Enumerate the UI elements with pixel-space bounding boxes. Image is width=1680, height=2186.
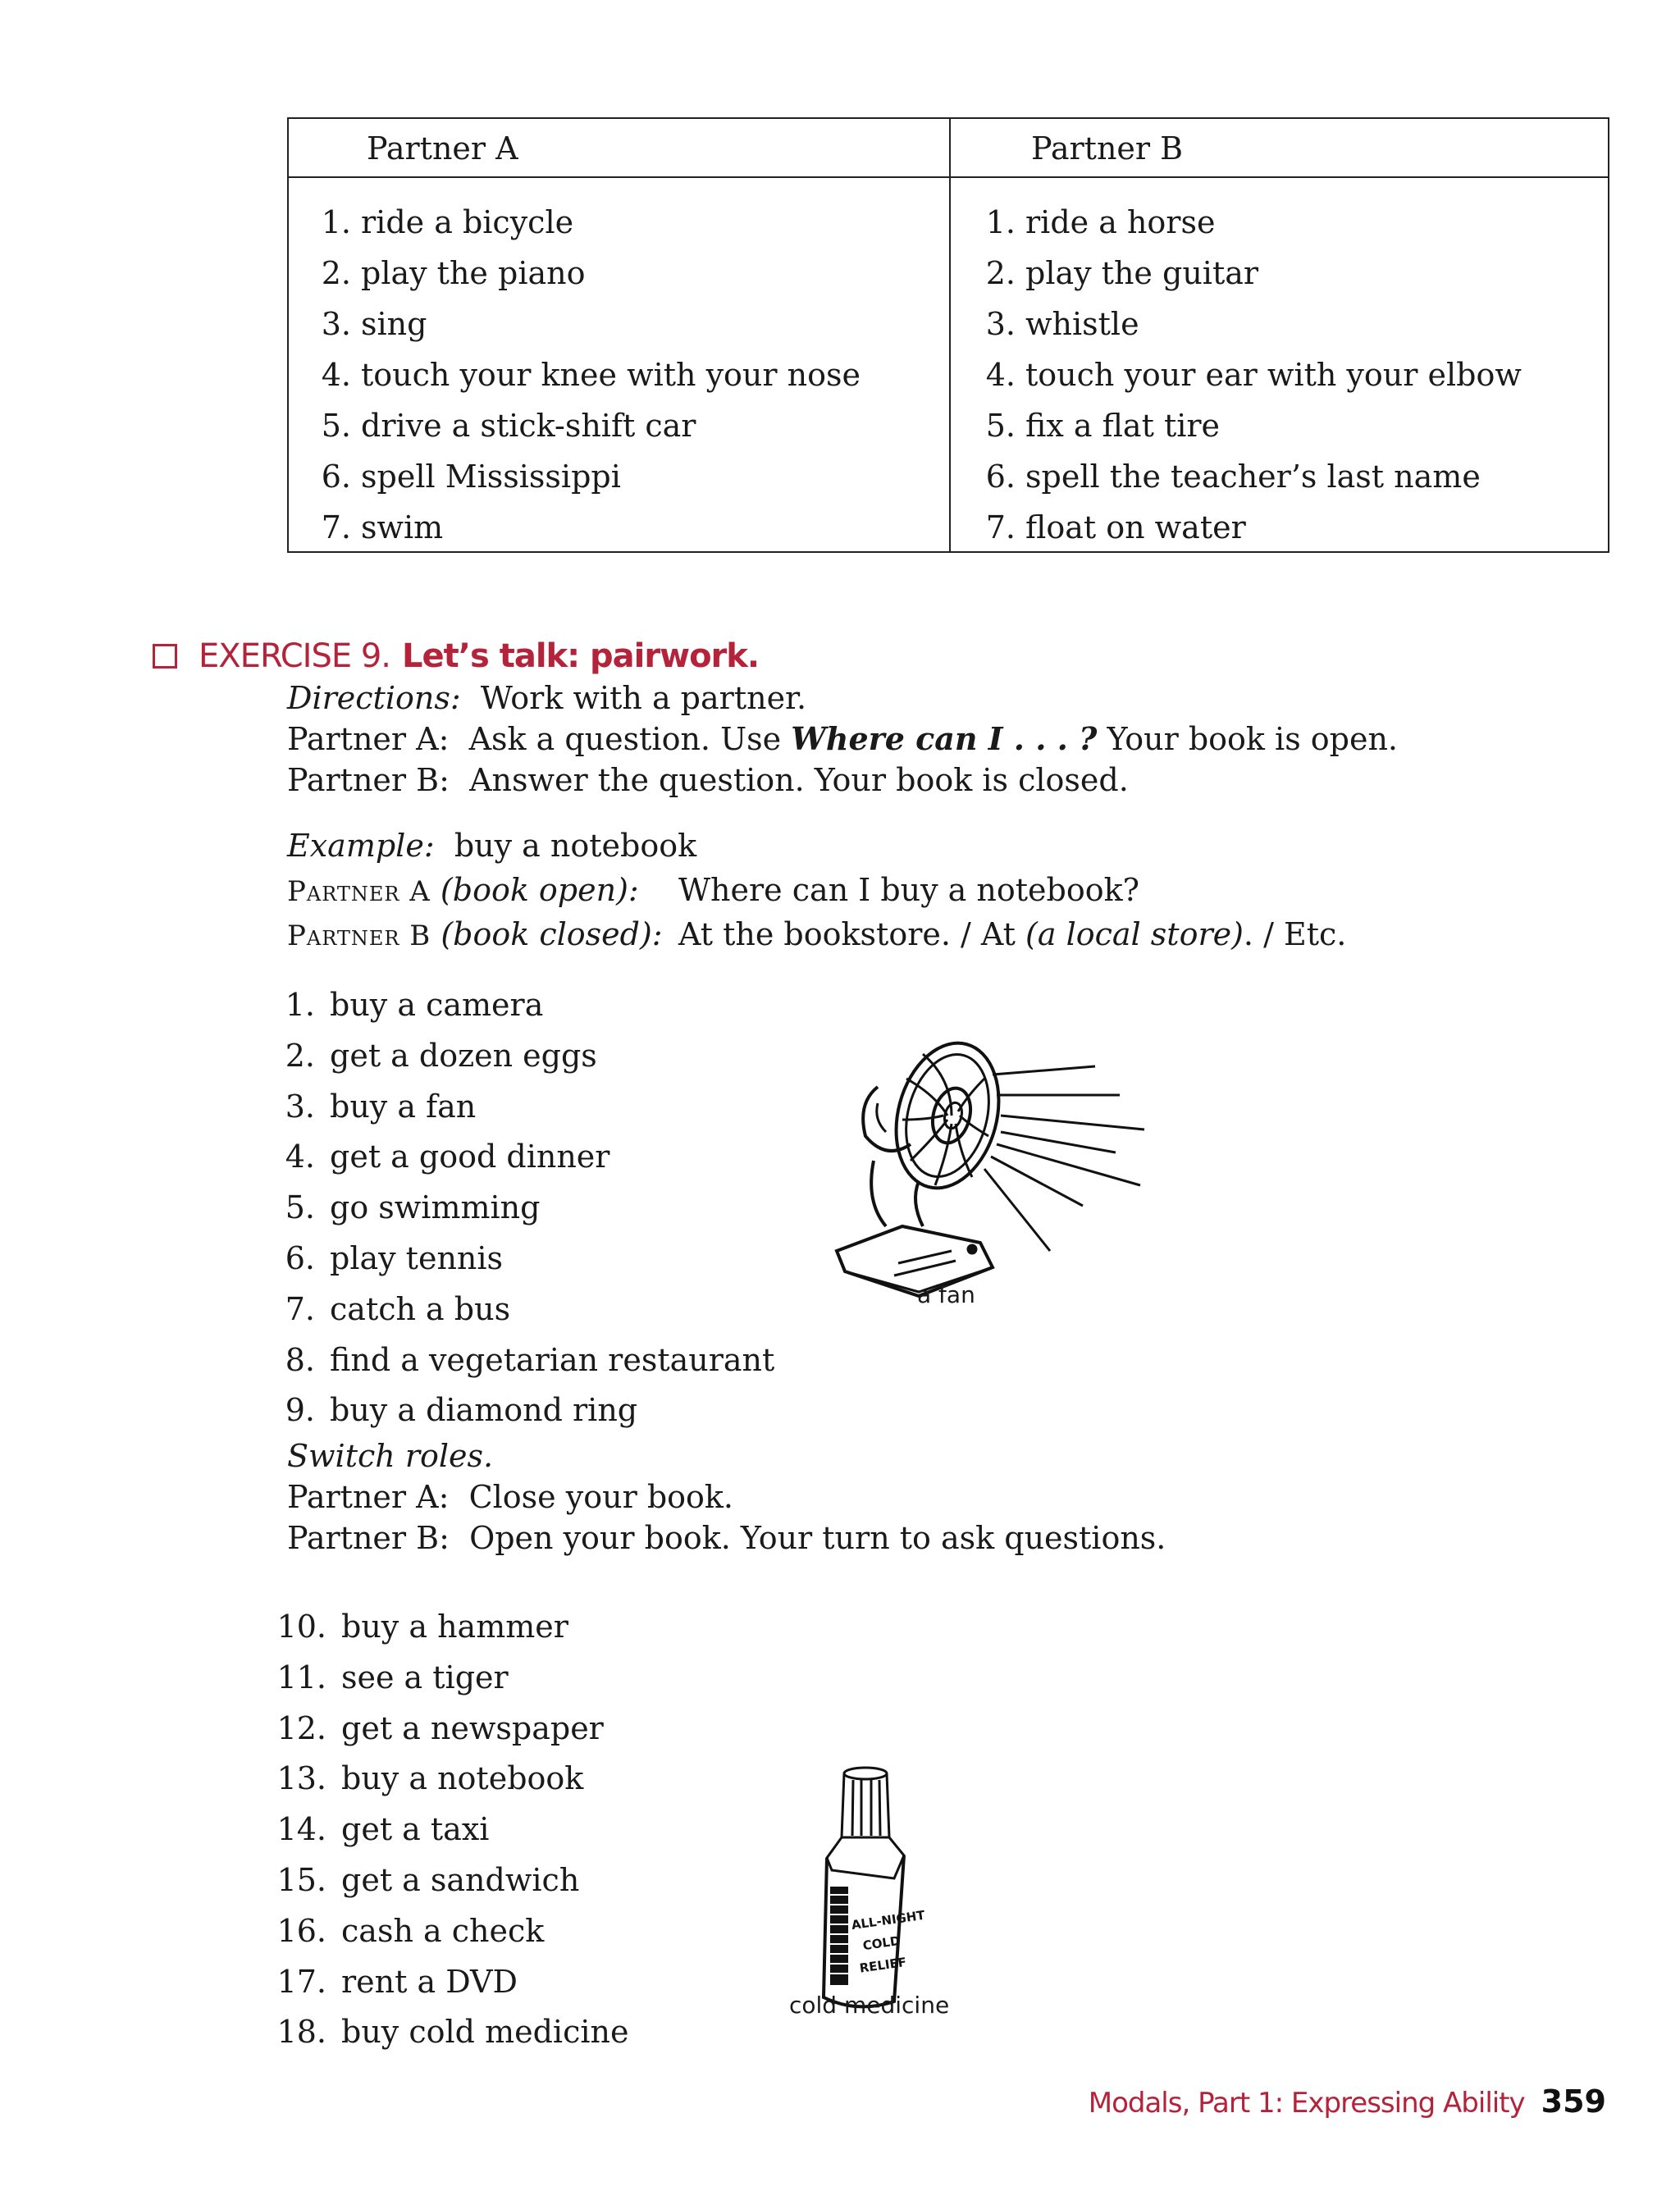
list-item: 1. ride a horse [985,204,1216,240]
chapter-title: Modals, Part 1: Expressing Ability [1088,2087,1525,2120]
list-item: 14. get a taxi [276,1811,490,1848]
list-item: 5. go swimming [285,1189,541,1226]
example-partner-b: Partner B (book closed): [287,916,663,952]
list-item: 4. touch your knee with your nose [321,357,861,393]
list-item: 16. cash a check [276,1912,545,1949]
question-list-1 [267,980,774,1436]
example-partner-a-text: Where can I buy a notebook? [678,872,1140,908]
list-item: 1. ride a bicycle [321,204,574,240]
list-item: 3. buy a fan [285,1088,477,1125]
exercise-checkbox[interactable] [153,644,177,669]
exercise-title: Let’s talk: pairwork. [402,637,760,675]
partner-a-list [307,197,861,553]
list-item: 18. buy cold medicine [276,2014,629,2051]
example-partner-a: Partner A (book open): [287,872,639,908]
medicine-label-line-3: RELIEF [858,1954,908,1976]
list-item: 11. see a tiger [276,1659,509,1695]
medicine-caption: cold medicine [789,1992,950,2019]
partner-a-header: Partner A [367,130,518,167]
list-item: 2. play the guitar [985,255,1259,291]
partner-b-header: Partner B [1031,130,1184,167]
list-item: 13. buy a notebook [276,1760,584,1797]
switch-roles-title: Switch roles. [287,1438,494,1474]
partner-b-instruction: Partner B: Answer the question. Your book is closed. [287,762,1129,798]
list-item: 8. find a vegetarian restaurant [285,1341,775,1378]
partner-b-list [971,197,1522,553]
switch-partner-a: Partner A: Close your book. [287,1479,734,1515]
list-item: 2. get a dozen eggs [285,1037,597,1074]
table-header-rule [289,176,1608,178]
list-item: 10. buy a hammer [276,1609,568,1645]
fan-illustration [829,1029,1157,1308]
list-item: 6. spell the teacher’s last name [985,459,1481,495]
list-item: 7. catch a bus [285,1290,511,1327]
list-item: 5. fix a flat tire [985,408,1221,444]
table-column-divider [949,119,951,551]
exercise-heading [199,632,759,681]
list-item: 5. drive a stick-shift car [321,408,696,444]
example-partner-b-text: At the bookstore. / At (a local store). / Etc. [678,916,1347,952]
list-item: 1. buy a camera [285,987,544,1023]
exercise-number: EXERCISE 9. [199,637,391,675]
list-item: 6. play tennis [285,1239,504,1276]
list-item: 15. get a sandwich [276,1861,580,1898]
list-item: 2. play the piano [321,255,586,291]
page-number: 359 [1541,2083,1606,2120]
page-footer [1089,2083,1606,2120]
medicine-label-line-1: ALL-NIGHT [850,1907,926,1933]
list-item: 7. swim [321,509,444,545]
list-item: 6. spell Mississippi [321,459,621,495]
list-item: 3. sing [321,306,427,342]
list-item: 9. buy a diamond ring [285,1392,638,1429]
list-item: 4. touch your ear with your elbow [985,357,1522,393]
list-item: 17. rent a DVD [276,1963,518,2000]
list-item: 3. whistle [985,306,1139,342]
list-item: 12. get a newspaper [276,1709,604,1746]
question-list-2 [267,1602,628,2058]
directions-line: Directions: Work with a partner. [287,680,807,716]
list-item: 4. get a good dinner [285,1139,610,1175]
example-line: Example: buy a notebook [287,828,697,864]
list-item: 7. float on water [985,509,1246,545]
partner-table [287,117,1609,553]
medicine-label-line-2: COLD [861,1933,902,1954]
partner-a-instruction: Partner A: Ask a question. Use Where can I . . . ? Your book is open. [287,720,1399,757]
fan-caption: a fan [917,1281,975,1308]
cold-medicine-illustration [812,1764,943,2018]
switch-partner-b: Partner B: Open your book. Your turn to ask questions. [287,1520,1166,1556]
